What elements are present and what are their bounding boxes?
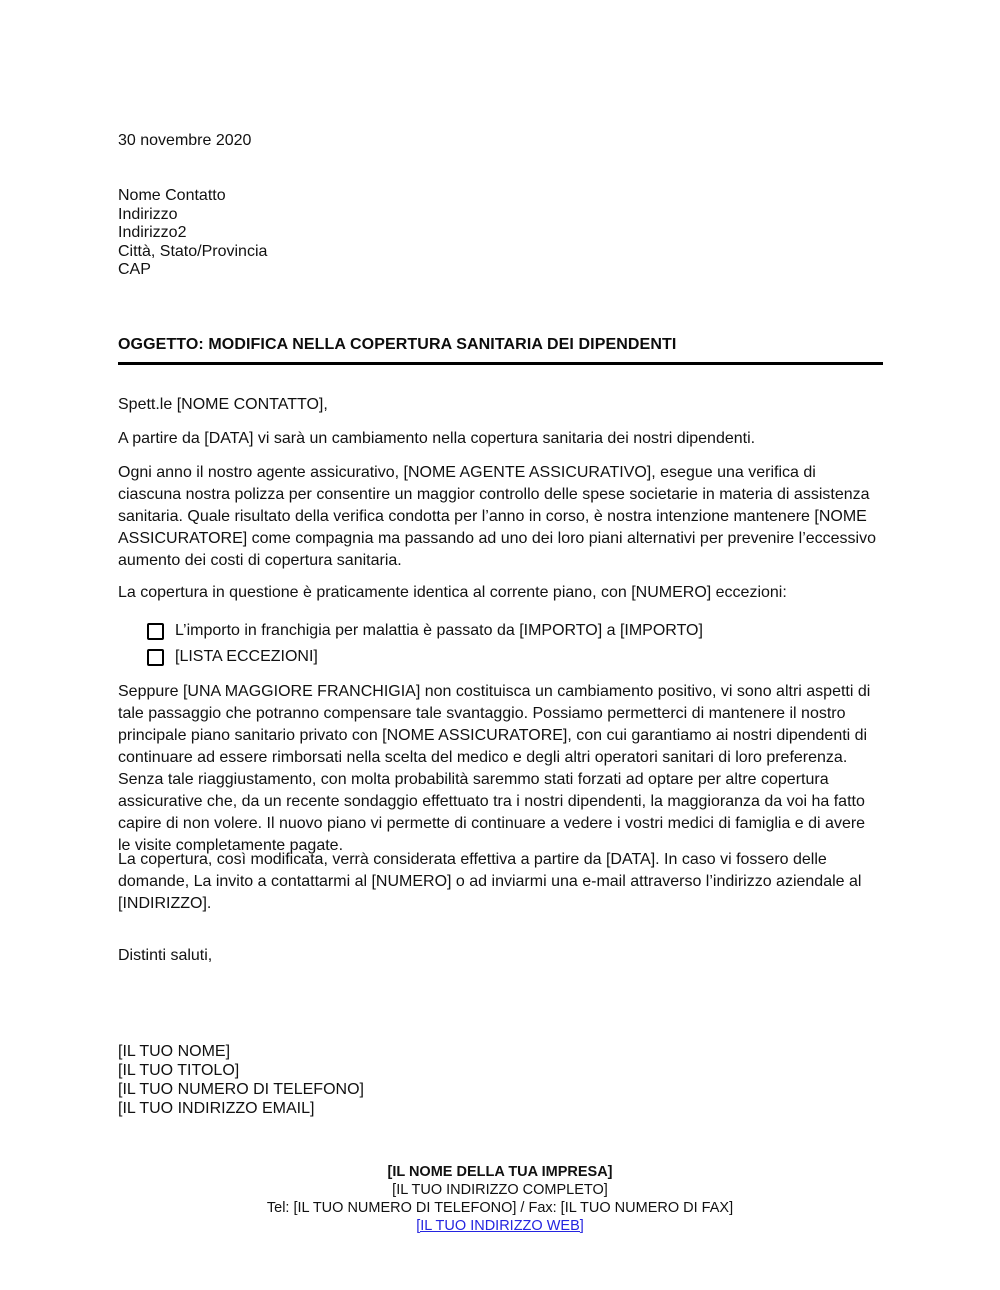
letter-date: 30 novembre 2020 bbox=[118, 132, 252, 149]
signature-title: [IL TUO TITOLO] bbox=[118, 1062, 240, 1079]
exceptions-list bbox=[118, 618, 881, 670]
website-link[interactable]: [IL TUO INDIRIZZO WEB] bbox=[416, 1218, 584, 1234]
paragraph-effective-date: La copertura, così modificata, verrà considerata effettiva a partire da [DATA]. In caso vi fossero delle domande, La invito a contattarmi al [NUMERO] o ad inviarmi una e-mail attraverso l’indirizzo aziendale al [INDIRIZZO]. bbox=[118, 851, 862, 912]
signature-phone: [IL TUO NUMERO DI TELEFONO] bbox=[118, 1081, 364, 1098]
closing-salutation: Distinti saluti, bbox=[118, 947, 213, 964]
list-item bbox=[118, 618, 881, 644]
checkbox-bullet-icon bbox=[147, 649, 164, 666]
paragraph-tradeoffs: Seppure [UNA MAGGIORE FRANCHIGIA] non costituisca un cambiamento positivo, vi sono altri aspetti di tale passaggio che potranno compensare tale svantaggio. Possiamo permetterci di mantenere il nostro principale piano sanitario privato con [NOME ASSICURATORE], con cui garantiamo ai nostri dipendenti di continuare ad essere rimborsati nella scelta del medico e degli altri operatori sanitari di loro preferenza. Senza tale riaggiustamento, con molta probabilità saremmo stati forzati ad optare per altre copertura assicurative che, da un recente sondaggio effettuato tra i nostri dipendenti, la maggioranza da voi ha fatto capire di non volere. Il nuovo piano vi permette di continuare a vedere i vostri medici di famiglia e di avere le visite completamente pagate. bbox=[118, 683, 871, 854]
exception-text: L’importo in franchigia per malattia è passato da [IMPORTO] a [IMPORTO] bbox=[175, 622, 703, 639]
checkbox-bullet-icon bbox=[147, 623, 164, 640]
footer-company-address: [IL TUO INDIRIZZO COMPLETO] bbox=[392, 1182, 608, 1198]
exception-text: [LISTA ECCEZIONI] bbox=[175, 648, 318, 665]
recipient-zip: CAP bbox=[118, 261, 151, 279]
company-footer bbox=[0, 1163, 1000, 1235]
recipient-address2: Indirizzo2 bbox=[118, 224, 187, 242]
recipient-block bbox=[118, 187, 881, 280]
signature-block bbox=[118, 1042, 881, 1118]
paragraph-exceptions-lead: La copertura in questione è praticamente identica al corrente piano, con [NUMERO] eccezioni: bbox=[118, 584, 787, 601]
list-item bbox=[118, 644, 881, 670]
subject-divider bbox=[118, 362, 883, 365]
salutation: Spett.le [NOME CONTATTO], bbox=[118, 396, 328, 413]
recipient-city-state: Città, Stato/Provincia bbox=[118, 242, 268, 260]
signature-email: [IL TUO INDIRIZZO EMAIL] bbox=[118, 1100, 315, 1117]
subject-line: OGGETTO: MODIFICA NELLA COPERTURA SANITARIA DEI DIPENDENTI bbox=[118, 336, 677, 353]
footer-tel-fax: Tel: [IL TUO NUMERO DI TELEFONO] / Fax: [IL TUO NUMERO DI FAX] bbox=[266, 1200, 734, 1216]
paragraph-intro: A partire da [DATA] vi sarà un cambiamento nella copertura sanitaria dei nostri dipendenti. bbox=[118, 430, 756, 447]
recipient-name: Nome Contatto bbox=[118, 187, 226, 204]
footer-company-name: [IL NOME DELLA TUA IMPRESA] bbox=[387, 1164, 613, 1180]
recipient-address1: Indirizzo bbox=[118, 205, 178, 223]
footer-website-line bbox=[0, 1217, 1000, 1235]
paragraph-agent-review: Ogni anno il nostro agente assicurativo, [NOME AGENTE ASSICURATIVO], esegue una verifica di ciascuna nostra polizza per consentire un maggior controllo delle spese societarie in materia di assistenza sanitaria. Quale risultato della verifica condotta per l’anno in corso, è nostra intenzione mantenere [NOME ASSICURATORE] come compagnia ma passando ad uno dei loro piani alternativi per prevenire l’eccessivo aumento dei costi di copertura sanitaria. bbox=[118, 464, 877, 569]
signature-name: [IL TUO NOME] bbox=[118, 1043, 231, 1060]
